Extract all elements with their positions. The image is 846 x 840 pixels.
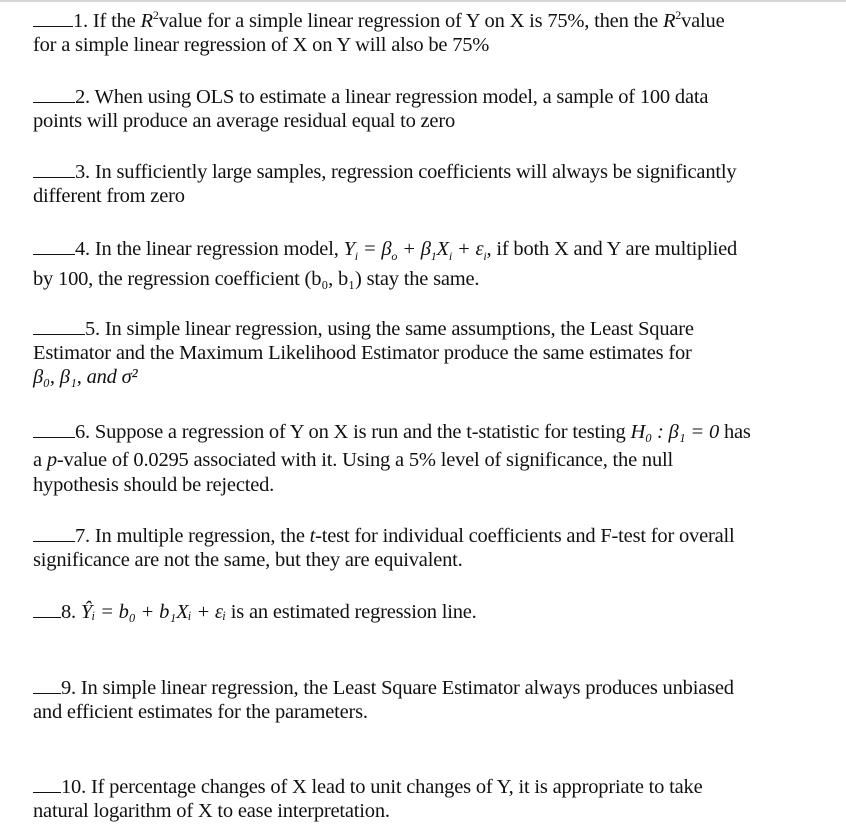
question-1: 1. If the $R^2value$ for a simple linear regression of Y on X is 75%, then the $R^2value$ for a simple linear regression of X on Y will also be 75% bbox=[33, 8, 725, 56]
question-10: 10. If percentage changes of X lead to unit changes of Y, it is appropriate to take natural logarithm of X to ease interpretation. bbox=[33, 776, 703, 822]
question-7: 7. In multiple regression, the t-test for individual coefficients and F-test for overall significance are not the same, but they are equivalent. bbox=[33, 525, 735, 571]
question-2: 2. When using OLS to estimate a linear regression model, a sample of 100 data points will produce an average residual equal to zero bbox=[33, 86, 709, 132]
answer-blank[interactable] bbox=[33, 316, 85, 335]
answer-blank[interactable] bbox=[33, 774, 61, 793]
question-8: 8. Ŷᵢ = b₀ + b₁Xᵢ + εᵢ is an estimated regression line. bbox=[33, 599, 833, 624]
question-5: 5. In simple linear regression, using the same assumptions, the Least Square Estimator and the Maximum Likelihood Estimator produce the same estimates for β₀, β₁, and σ² bbox=[33, 318, 694, 388]
answer-blank[interactable] bbox=[33, 159, 75, 178]
answer-blank[interactable] bbox=[33, 523, 75, 542]
question-9: 9. In simple linear regression, the Least Square Estimator always produces unbiased and efficient estimates for the parameters. bbox=[33, 677, 734, 723]
question-6: 6. Suppose a regression of Y on X is run and the t-statistic for testing H₀ : β₁ = 0 has a p-value of 0.0295 associated with it. Using a 5% level of significance, the null hypothesis should be rejected. bbox=[33, 421, 751, 496]
answer-blank[interactable] bbox=[33, 675, 61, 694]
question-3: 3. In sufficiently large samples, regression coefficients will always be significantly different from zero bbox=[33, 161, 737, 207]
answer-blank[interactable] bbox=[33, 8, 73, 27]
answer-blank[interactable] bbox=[33, 419, 75, 438]
answer-blank[interactable] bbox=[33, 84, 75, 103]
answer-blank[interactable] bbox=[33, 599, 61, 618]
answer-blank[interactable] bbox=[33, 236, 75, 255]
question-4: 4. In the linear regression model, $Y_i = \beta_o + \beta_1X_i + \varepsilon_i$, if both X and Y are multiplied by 100, the regression coefficient (b₀, b₁) stay the same. bbox=[33, 238, 738, 290]
